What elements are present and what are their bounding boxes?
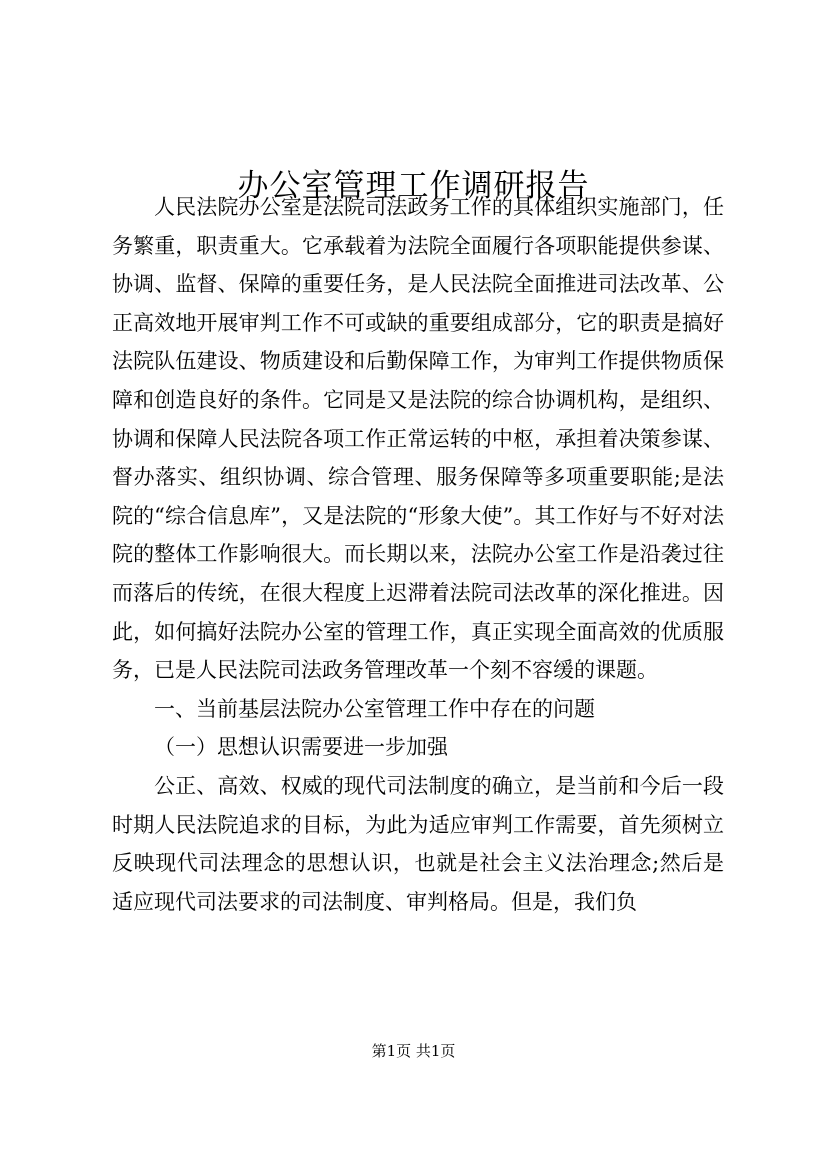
document-title: 办公室管理工作调研报告 bbox=[237, 167, 590, 204]
paragraph-intro: 人民法院办公室是法院司法政务工作的具体组织实施部门，任务繁重，职责重大。它承载着为法院全面履行各项职能提供参谋、协调、监督、保障的重要任务，是人民法院全面推进司法改革、公正高效地开展审判工作不可或缺的重要组成部分，它的职责是搞好法院队伍建设、物质建设和后勤保障工作，为审判工作提供物质保障和创造良好的条件。它同是又是法院的综合协调机构，是组织、协调和保障人民法院各项工作正常运转的中枢，承担着决策参谋、督办落实、组织协调、综合管理、服务保障等多项重要职能;是法院的“综合信息库”，又是法院的“形象大使”。其工作好与不好对法院的整体工作影响很大。而长期以来，法院办公室工作是沿袭过往而落后的传统，在很大程度上迟滞着法院司法改革的深化推进。因此，如何搞好法院办公室的管理工作，真正实现全面高效的优质服务，已是人民法院司法政务管理改革一个刻不容缓的课题。 bbox=[112, 195, 724, 683]
subsection-heading-1: （一）思想认识需要进一步加强 bbox=[154, 735, 448, 760]
paragraph-section-1: 公正、高效、权威的现代司法制度的确立，是当前和今后一段时期人民法院追求的目标，为此为适应审判工作需要，首先须树立反映现代司法理念的思想认识，也就是社会主义法治理念;然后是适应现代司法要求的司法制度、审判格局。但是，我们负 bbox=[112, 773, 724, 914]
section-heading-1: 一、当前基层法院办公室管理工作中存在的问题 bbox=[154, 696, 595, 721]
document-body bbox=[112, 188, 724, 921]
page-footer: 第1页 共1页 bbox=[371, 1042, 456, 1060]
